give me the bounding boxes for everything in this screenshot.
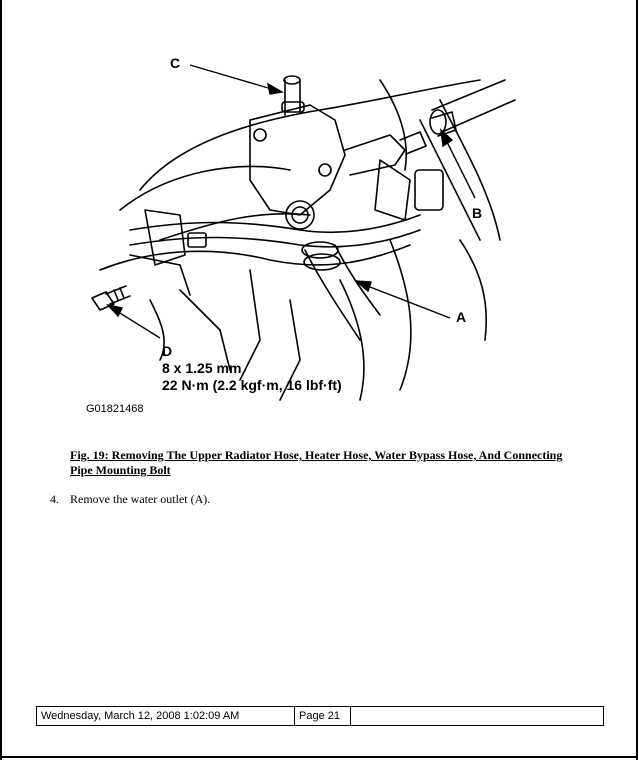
callout-a: A	[456, 309, 467, 325]
footer-timestamp: Wednesday, March 12, 2008 1:02:09 AM	[37, 707, 295, 725]
engine-illustration	[60, 40, 580, 425]
figure-caption-line1: Fig. 19: Removing The Upper Radiator Hose, Heater Hose, Water Bypass Hose, And Connecting	[70, 448, 563, 462]
figure-id: G01821468	[86, 403, 144, 415]
step-number: 4.	[50, 492, 59, 506]
page-bottom-rule	[0, 756, 638, 758]
bolt-spec-size: 8 x 1.25 mm	[162, 360, 242, 376]
page-border-left	[0, 0, 2, 760]
figure-caption	[70, 448, 600, 478]
callout-c: C	[170, 55, 181, 71]
page-footer	[36, 706, 604, 726]
footer-empty-cell	[351, 707, 603, 725]
callout-d: D	[162, 343, 173, 359]
figure-caption-line2: Pipe Mounting Bolt	[70, 463, 171, 477]
procedure-step	[50, 492, 210, 507]
footer-page-number: Page 21	[295, 707, 351, 725]
bolt-spec-torque: 22 N·m (2.2 kgf·m, 16 lbf·ft)	[162, 377, 342, 393]
callout-b: B	[472, 205, 483, 221]
step-text: Remove the water outlet (A).	[70, 492, 211, 506]
